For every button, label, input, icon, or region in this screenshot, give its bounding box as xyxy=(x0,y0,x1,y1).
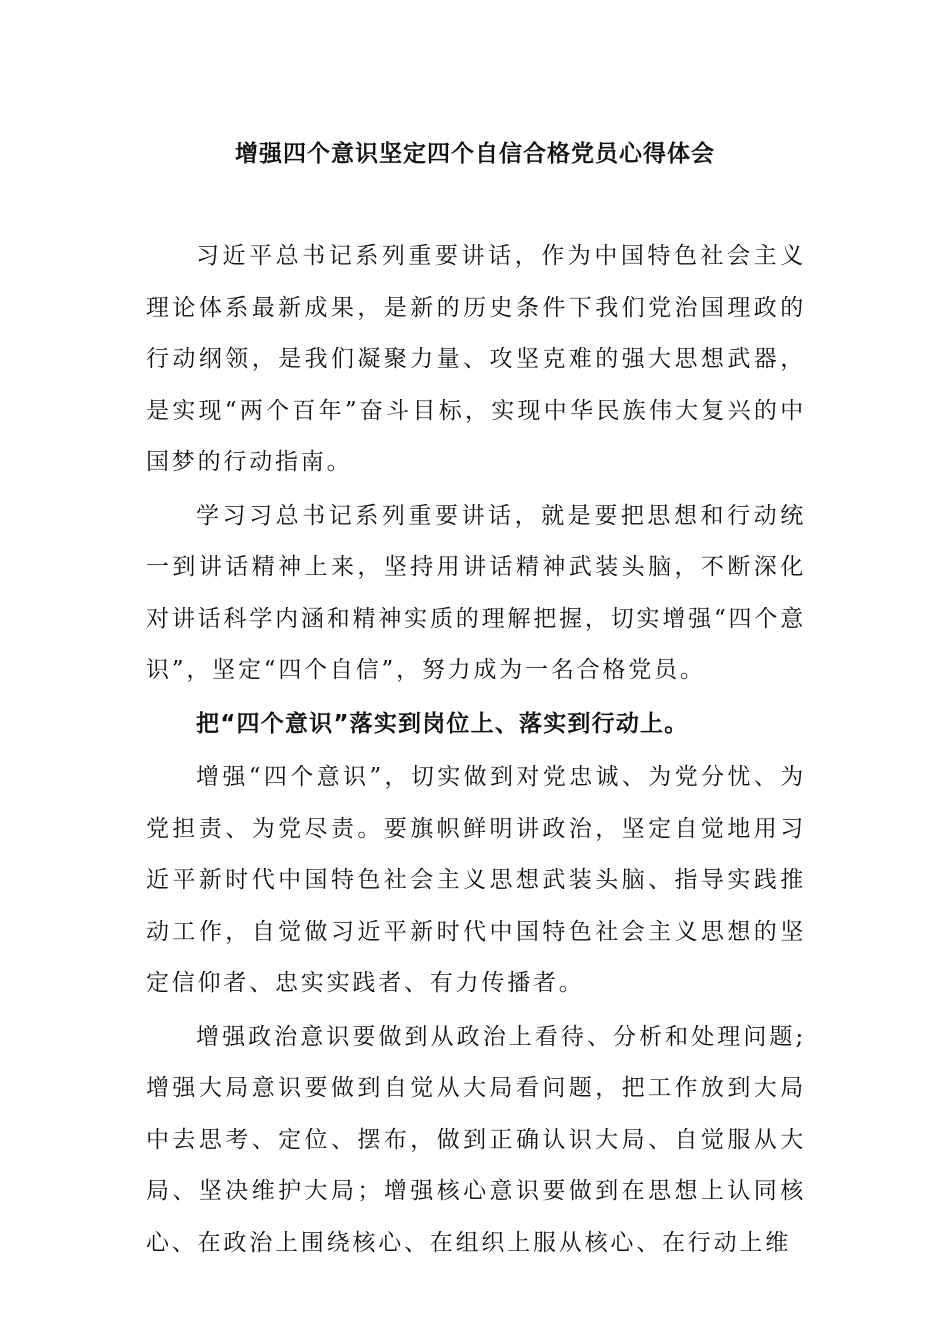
paragraph-four-consciousness: 增强“四个意识”，切实做到对党忠诚、为党分忧、为党担责、为党尽责。要旗帜鲜明讲政治，坚定自觉地用习近平新时代中国特色社会主义思想武装头脑、指导实践推动工作，自觉做习近平新时代中国特色社会主义思想的坚定信仰者、忠实实践者、有力传播者。 xyxy=(146,764,806,996)
paragraph-political-awareness: 增强政治意识要做到从政治上看待、分析和处理问题;增强大局意识要做到自觉从大局看问题，把工作放到大局中去思考、定位、摆布，做到正确认识大局、自觉服从大局、坚决维护大局；增强核心意识要做到在思想上认同核心、在政治上围绕核心、在组织上服从核心、在行动上维 xyxy=(146,1023,806,1256)
section-heading: 把“四个意识”落实到岗位上、落实到行动上。 xyxy=(196,710,689,737)
paragraph-study: 学习习总书记系列重要讲话，就是要把思想和行动统一到讲话精神上来，坚持用讲话精神武装头脑，不断深化对讲话科学内涵和精神实质的理解把握，切实增强“四个意识”，坚定“四个自信”，努力成为一名合格党员。 xyxy=(146,502,806,683)
paragraph-intro: 习近平总书记系列重要讲话，作为中国特色社会主义理论体系最新成果，是新的历史条件下我们党治国理政的行动纲领，是我们凝聚力量、攻坚克难的强大思想武器，是实现“两个百年”奋斗目标，实现中华民族伟大复兴的中国梦的行动指南。 xyxy=(146,243,806,475)
document-title: 增强四个意识坚定四个自信合格党员心得体会 xyxy=(235,141,715,167)
document-body xyxy=(146,231,806,1269)
